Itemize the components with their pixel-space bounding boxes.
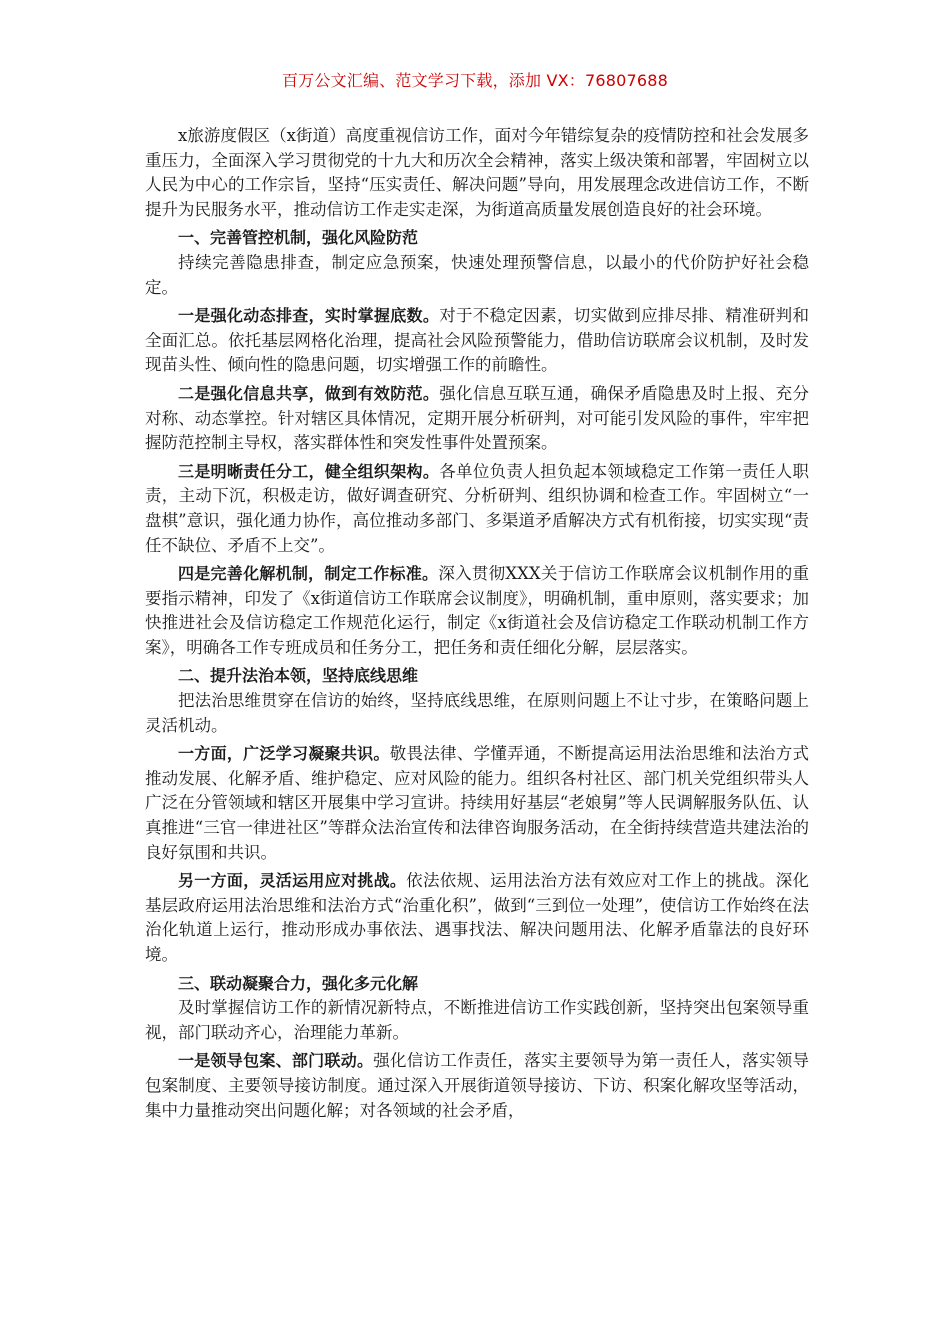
section-intro: 持续完善隐患排查，制定应急预案，快速处理预警信息，以最小的代价防护好社会稳定。 (145, 252, 809, 297)
section-heading-text: 一、完善管控机制，强化风险防范 (178, 228, 419, 248)
section-heading-text: 二、提升法治本领，坚持底线思维 (178, 666, 419, 686)
header-watermark-text: 百万公文汇编、范文学习下载，添加 VX：76807688 (281, 71, 669, 90)
section-heading (145, 972, 809, 997)
paragraph-text: 依法依规、运用法治方法有效应对工作上的挑战。深化基层政府运用法治思维和法治方式“治重化积”，做到“三到位一处理”，使信访工作始终在法治化轨道上运行，推动形成办事依法、遇事找法、解决问题用法、化解矛盾靠法的良好环境。 (145, 871, 809, 964)
section-intro: 及时掌握信访工作的新情况新特点，不断推进信访工作实践创新，坚持突出包案领导重视，部门联动齐心，治理能力革新。 (145, 998, 809, 1042)
paragraph (145, 460, 809, 558)
section-heading (145, 664, 809, 689)
paragraph-lead: 三是明晰责任分工，健全组织架构。 (178, 461, 440, 481)
paragraph (145, 869, 809, 967)
paragraph-text: 各单位负责人担负起本领域稳定工作第一责任人职责，主动下沉，积极走访，做好调查研究、分析研判、组织协调和检查工作。牢固树立“一盘棋”意识，强化通力协作，高位推动多部门、多渠道矛盾解决方式有机衔接，切实实现“责任不缺位、矛盾不上交”。 (145, 461, 809, 555)
paragraph-text: 强化信访工作责任，落实主要领导为第一责任人，落实领导包案制度、主要领导接访制度。通过深入开展街道领导接访、下访、积案化解攻坚等活动，集中力量推动突出问题化解；对各领域的社会矛盾， (145, 1051, 809, 1120)
paragraph-text: 敬畏法律、学懂弄通，不断提高运用法治思维和法治方式推动发展、化解矛盾、维护稳定、应对风险的能力。组织各村社区、部门机关党组织带头人广泛在分管领域和辖区开展集中学习宣讲。持续用好基层“老娘舅”等人民调解服务队伍、认真推进“三官一律进社区”等群众法治宣传和法律咨询服务活动，在全街持续营造共建法治的良好氛围和共识。 (145, 744, 809, 862)
paragraph-text: 深入贯彻XXX关于信访工作联席会议机制作用的重要指示精神，印发了《x街道信访工作联席会议制度》，明确机制，重申原则，落实要求；加快推进社会及信访稳定工作规范化运行，制定《x街道社会及信访稳定工作联动机制工作方案》，明确各工作专班成员和任务分工，把任务和责任细化分解，层层落实。 (145, 564, 809, 657)
section-heading (145, 226, 809, 251)
section-heading-text: 三、联动凝聚合力，强化多元化解 (178, 973, 419, 993)
paragraph-text: 强化信息互联互通，确保矛盾隐患及时上报、充分对称、动态掌控。针对辖区具体情况，定期开展分析研判，对可能引发风险的事件，牢牢把握防范控制主导权，落实群体性和突发性事件处置预案。 (145, 383, 809, 453)
paragraph (145, 382, 809, 456)
paragraph (145, 304, 809, 378)
paragraph-lead: 一方面，广泛学习凝聚共识。 (178, 744, 390, 764)
paragraph-lead: 一是强化动态排查，实时掌握底数。 (178, 306, 440, 326)
intro-paragraph: x旅游度假区（x街道）高度重视信访工作，面对今年错综复杂的疫情防控和社会发展多重压力，全面深入学习贯彻党的十九大和历次全会精神，落实上级决策和部署，牢固树立以人民为中心的工作宗旨，坚持“压实责任、解决问题”导向，用发展理念改进信访工作，不断提升为民服务水平，推动信访工作走实走深，为街道高质量发展创造良好的社会环境。 (145, 126, 809, 219)
document-body (145, 124, 809, 1127)
section-intro: 把法治思维贯穿在信访的始终，坚持底线思维，在原则问题上不让寸步，在策略问题上灵活机动。 (145, 691, 809, 735)
paragraph (145, 562, 809, 660)
paragraph (145, 742, 809, 865)
paragraph-lead: 另一方面，灵活运用应对挑战。 (178, 871, 407, 891)
paragraph-text: 对于不稳定因素，切实做到应排尽排、精准研判和全面汇总。依托基层网格化治理，提高社会风险预警能力，借助信访联席会议机制，及时发现苗头性、倾向性的隐患问题，切实增强工作的前瞻性。 (145, 306, 809, 375)
paragraph (145, 1049, 809, 1123)
paragraph-lead: 一是领导包案、部门联动。 (178, 1051, 374, 1071)
paragraph-lead: 四是完善化解机制，制定工作标准。 (178, 564, 439, 584)
paragraph-lead: 二是强化信息共享，做到有效防范。 (178, 383, 440, 403)
